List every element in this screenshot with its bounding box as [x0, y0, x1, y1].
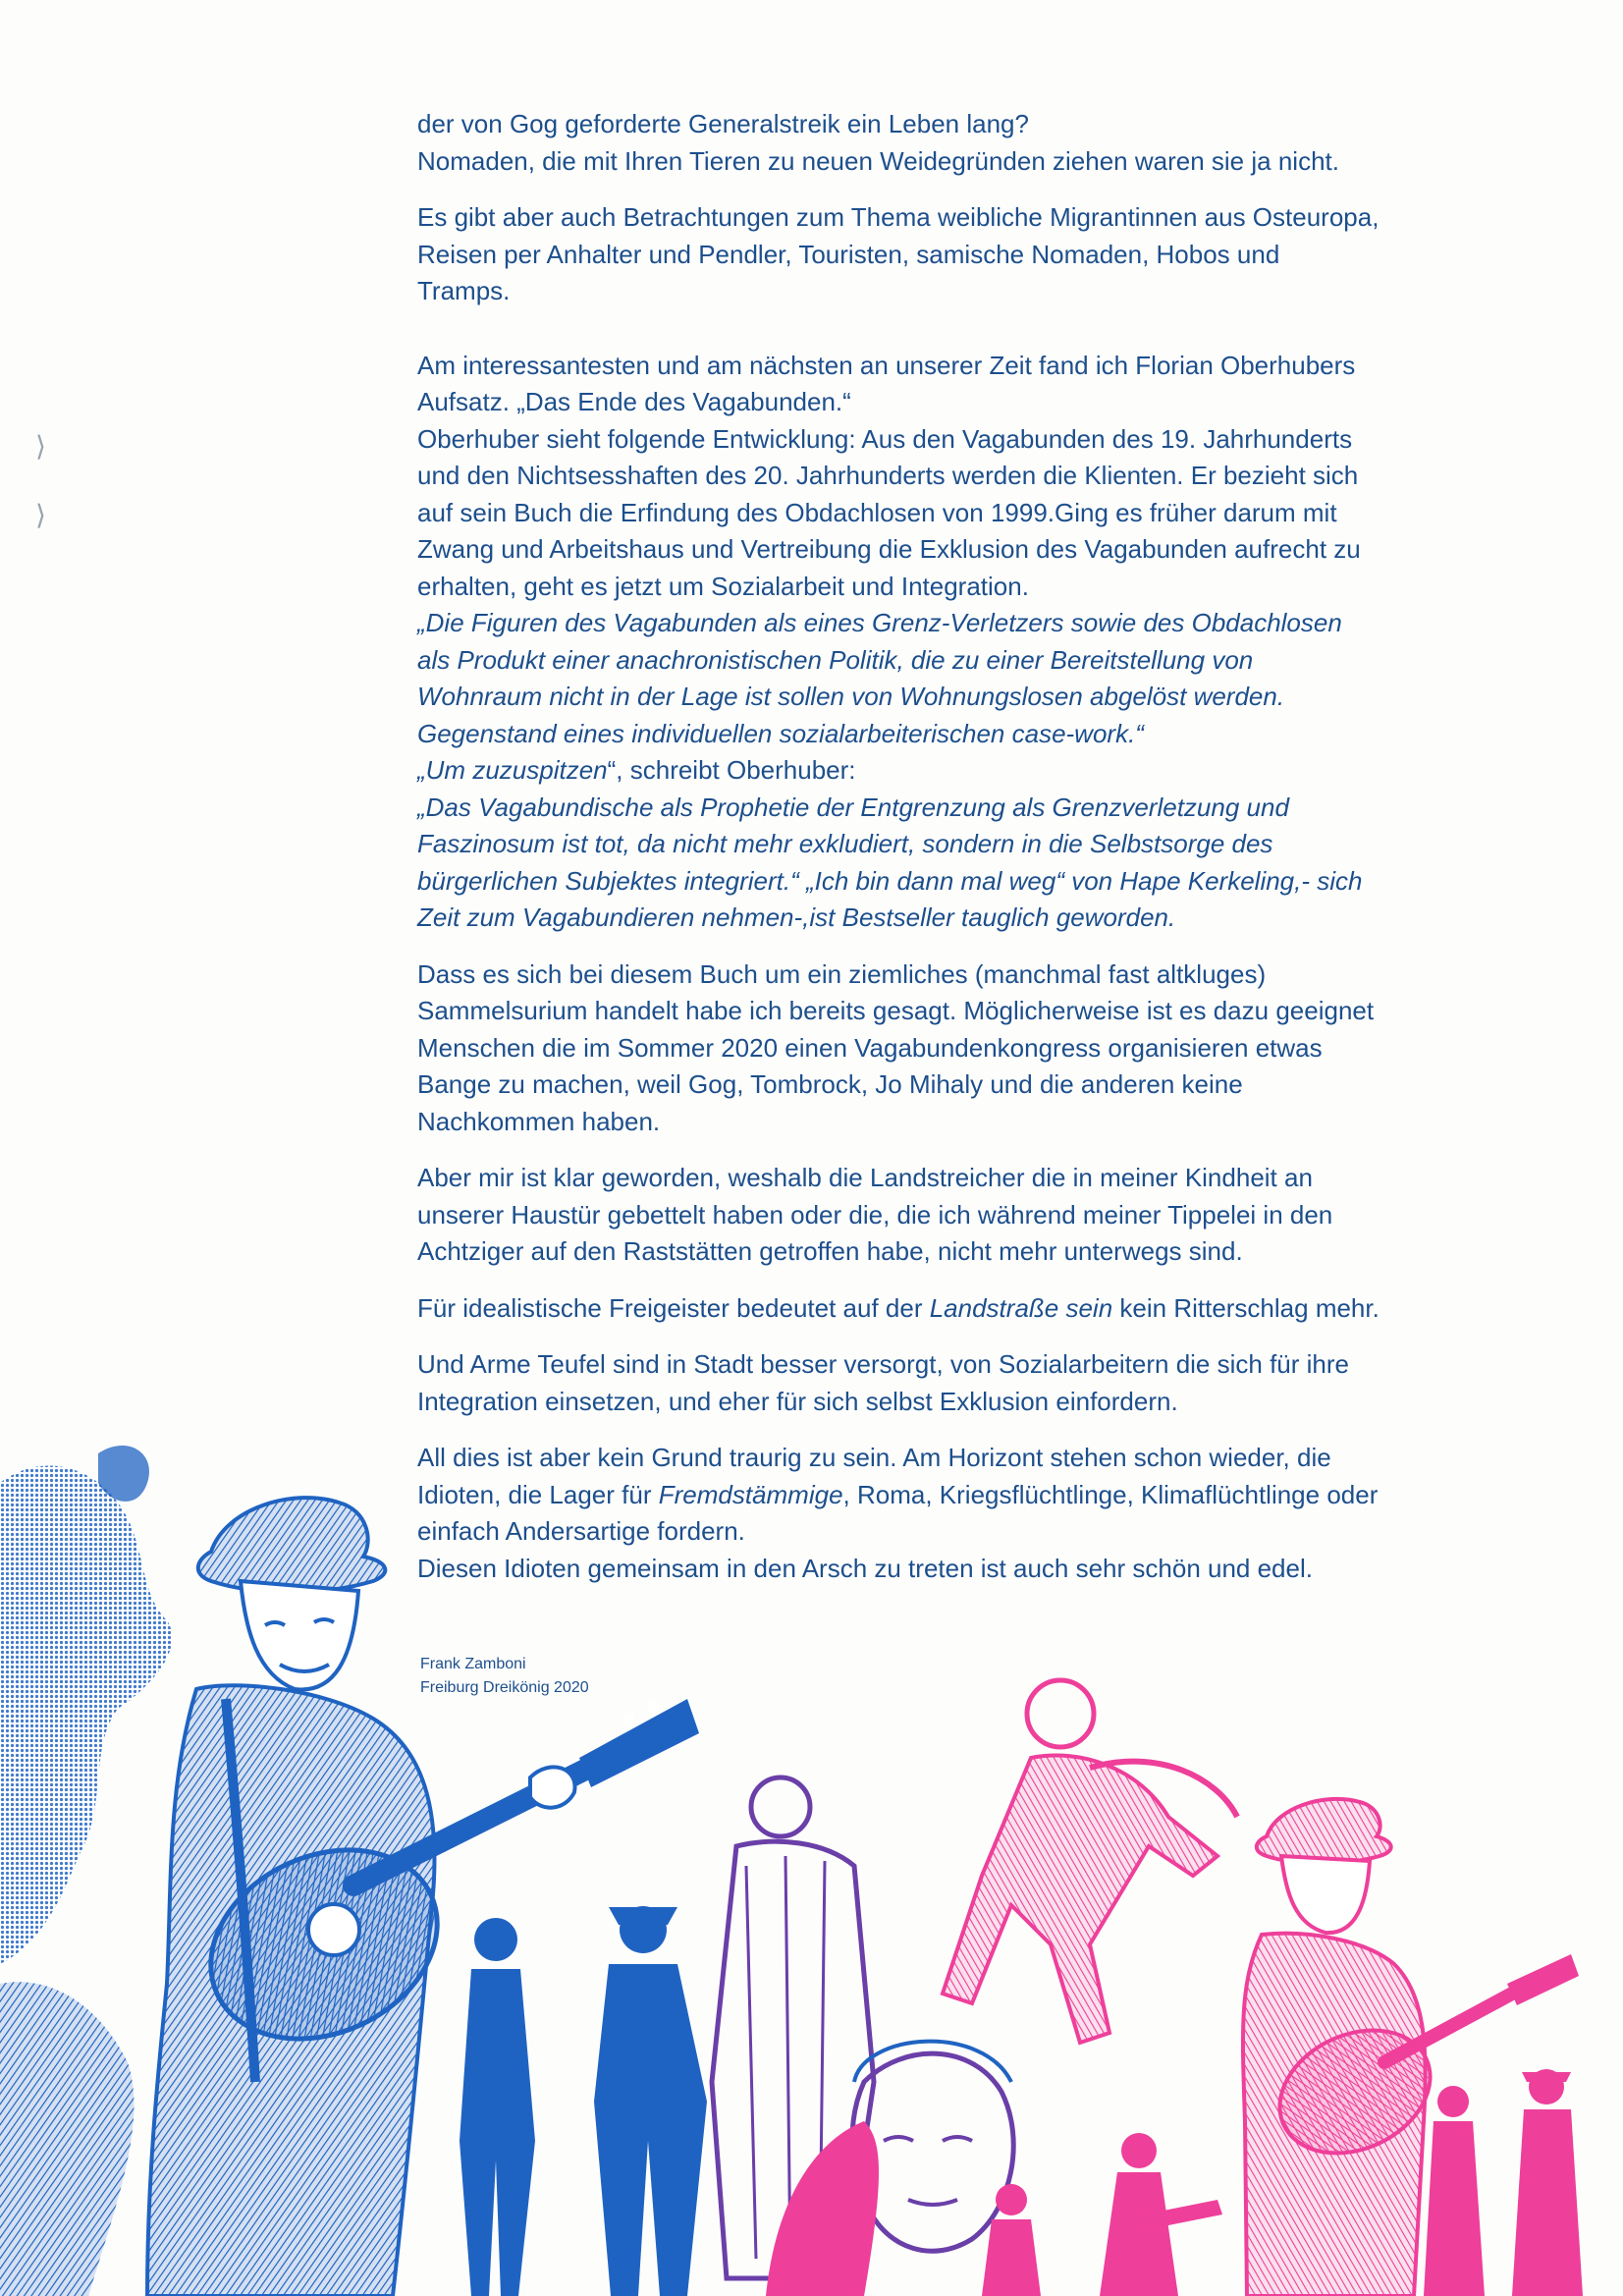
text-segment: Dass es sich bei diesem Buch um ein ziemliches (manchmal fast altkluges): [417, 958, 1267, 989]
paragraph: [417, 106, 1576, 180]
text-segment: der von Gog geforderte Generalstreik ein Leben lang?: [417, 109, 1029, 138]
text-line: [417, 1104, 1576, 1141]
text-line: [417, 1160, 1576, 1197]
text-line: [417, 642, 1576, 680]
paragraph: [417, 1160, 1576, 1271]
text-line: [417, 1197, 1576, 1234]
text-line: [417, 273, 1576, 310]
text-line: [417, 1513, 1576, 1551]
paragraph: [417, 348, 1576, 937]
standing-men-blue: [460, 1906, 707, 2296]
text-line: [417, 752, 1576, 790]
article-body: [417, 106, 1576, 1587]
paragraph: [417, 1290, 1576, 1328]
text-line: [417, 1233, 1576, 1271]
text-line: [417, 1290, 1576, 1328]
italic-text: „Das Vagabundische als Prophetie der Entgrenzung als Grenzverletzung und: [417, 792, 1289, 822]
text-segment: Und Arme Teufel sind in Stadt besser versorgt, von Sozialarbeitern die sich für ihre: [417, 1349, 1349, 1379]
staple-mark: ⟩: [35, 499, 46, 531]
text-segment: “, schreibt Oberhuber:: [607, 755, 856, 785]
text-segment: Zwang und Arbeitshaus und Vertreibung die Exklusion des Vagabunden aufrecht zu: [417, 534, 1361, 564]
text-segment: Aber mir ist klar geworden, weshalb die Landstreicher die in meiner Kindheit an: [417, 1163, 1313, 1192]
text-segment: Achtziger auf den Raststätten getroffen habe, nicht mehr unterwegs sind.: [417, 1236, 1243, 1266]
running-figure-pink: [943, 1680, 1237, 2043]
text-segment: einfach Andersartige fordern.: [417, 1516, 745, 1546]
text-line: [417, 531, 1576, 569]
text-line: [417, 957, 1576, 994]
text-line: [417, 199, 1576, 237]
text-segment: Nachkommen haben.: [417, 1106, 661, 1136]
text-line: [417, 569, 1576, 606]
text-line: [417, 716, 1576, 753]
italic-text: Zeit zum Vagabundieren nehmen-,ist Bestseller tauglich geworden.: [417, 902, 1176, 932]
text-segment: Reisen per Anhalter und Pendler, Touristen, samische Nomaden, Hobos und: [417, 239, 1280, 269]
text-segment: Aufsatz. „Das Ende des Vagabunden.“: [417, 387, 851, 416]
text-line: [417, 495, 1576, 532]
text-segment: Sammelsurium handelt habe ich bereits gesagt. Möglicherweise ist es dazu geeignet: [417, 996, 1375, 1025]
place-date: Freiburg Dreikönig 2020: [420, 1679, 589, 1696]
text-line: [417, 1440, 1576, 1477]
italic-text: „Um zuzuspitzen: [417, 755, 608, 785]
text-line: [417, 384, 1576, 421]
text-segment: Integration einsetzen, und eher für sich selbst Exklusion einfordern.: [417, 1386, 1178, 1416]
text-line: [417, 863, 1576, 901]
italic-text: Fremdstämmige: [658, 1479, 843, 1509]
blue-background-figures: [0, 1446, 172, 2296]
text-segment: Bange zu machen, weil Gog, Tombrock, Jo Mihaly und die anderen keine: [417, 1069, 1243, 1099]
text-line: [417, 1066, 1576, 1104]
italic-text: Landstraße sein: [929, 1292, 1113, 1323]
text-segment: All dies ist aber kein Grund traurig zu sein. Am Horizont stehen schon wieder, die: [417, 1443, 1331, 1472]
text-line: [417, 1346, 1576, 1384]
italic-text: bürgerlichen Subjektes integriert.“ „Ich bin dann mal weg“ von Hape Kerkeling,- sich: [417, 865, 1363, 896]
text-segment: Nomaden, die mit Ihren Tieren zu neuen Weidegründen ziehen waren sie ja nicht.: [417, 145, 1339, 176]
text-line: [417, 106, 1576, 143]
standing-men-pink: [1424, 2069, 1583, 2296]
text-segment: Idioten, die Lager für: [417, 1479, 659, 1509]
text-segment: kein Ritterschlag mehr.: [1112, 1292, 1380, 1323]
text-line: [417, 1030, 1576, 1067]
text-segment: Für idealistische Freigeister bedeutet auf der: [417, 1292, 930, 1323]
paragraph: [417, 199, 1576, 310]
text-line: [417, 1384, 1576, 1421]
text-line: [417, 237, 1576, 274]
text-line: [417, 421, 1576, 459]
text-segment: erhalten, geht es jetzt um Sozialarbeit und Integration.: [417, 571, 1029, 601]
text-line: [417, 679, 1576, 716]
text-segment: unserer Haustür gebettelt haben oder die, die ich während meiner Tippelei in den: [417, 1199, 1333, 1230]
text-line: [417, 348, 1576, 385]
text-segment: Oberhuber sieht folgende Entwicklung: Aus den Vagabunden des 19. Jahrhunderts: [417, 423, 1353, 454]
text-line: [417, 605, 1576, 642]
text-line: [417, 900, 1576, 937]
paragraph: [417, 1346, 1576, 1420]
text-line: [417, 993, 1576, 1030]
text-segment: Menschen die im Sommer 2020 einen Vagabundenkongress organisieren etwas: [417, 1032, 1323, 1063]
italic-text: Gegenstand eines individuellen sozialarbeiterischen case-work.“: [417, 718, 1144, 748]
text-segment: Es gibt aber auch Betrachtungen zum Thema weibliche Migrantinnen aus Osteuropa,: [417, 202, 1380, 232]
text-segment: , Roma, Kriegsflüchtlinge, Klimaflüchtlinge oder: [842, 1479, 1379, 1509]
text-segment: auf sein Buch die Erfindung des Obdachlosen von 1999.Ging es früher darum mit: [417, 497, 1337, 527]
italic-text: als Produkt einer anachronistischen Politik, die zu einer Bereitstellung von: [417, 644, 1254, 675]
staple-marks: [35, 412, 46, 550]
text-line: [417, 143, 1576, 181]
text-line: [417, 458, 1576, 495]
text-line: [417, 1477, 1576, 1514]
text-line: [417, 790, 1576, 827]
italic-text: „Die Figuren des Vagabunden als eines Grenz-Verletzers sowie des Obdachlosen: [417, 608, 1342, 637]
italic-text: Wohnraum nicht in der Lage ist sollen von Wohnungslosen abgelöst werden.: [417, 682, 1285, 711]
paragraph: [417, 957, 1576, 1141]
text-segment: Tramps.: [417, 276, 511, 305]
author-name: Frank Zamboni: [420, 1656, 526, 1672]
text-segment: Am interessantesten und am nächsten an unserer Zeit fand ich Florian Oberhubers: [417, 350, 1356, 380]
text-line: [417, 1551, 1576, 1588]
paragraph: [417, 1440, 1576, 1587]
staple-mark: ⟩: [35, 430, 46, 463]
old-man-portrait: [852, 2042, 1013, 2252]
text-line: [417, 826, 1576, 863]
pink-crowd: [766, 2121, 1222, 2296]
text-segment: und den Nichtsesshaften des 20. Jahrhunderts werden die Klienten. Er bezieht sich: [417, 461, 1359, 490]
text-segment: Diesen Idioten gemeinsam in den Arsch zu treten ist auch sehr schön und edel.: [417, 1553, 1313, 1583]
italic-text: Faszinosum ist tot, da nicht mehr exkludiert, sondern in die Selbstsorge des: [417, 829, 1273, 858]
signature-block: [420, 1653, 589, 1700]
